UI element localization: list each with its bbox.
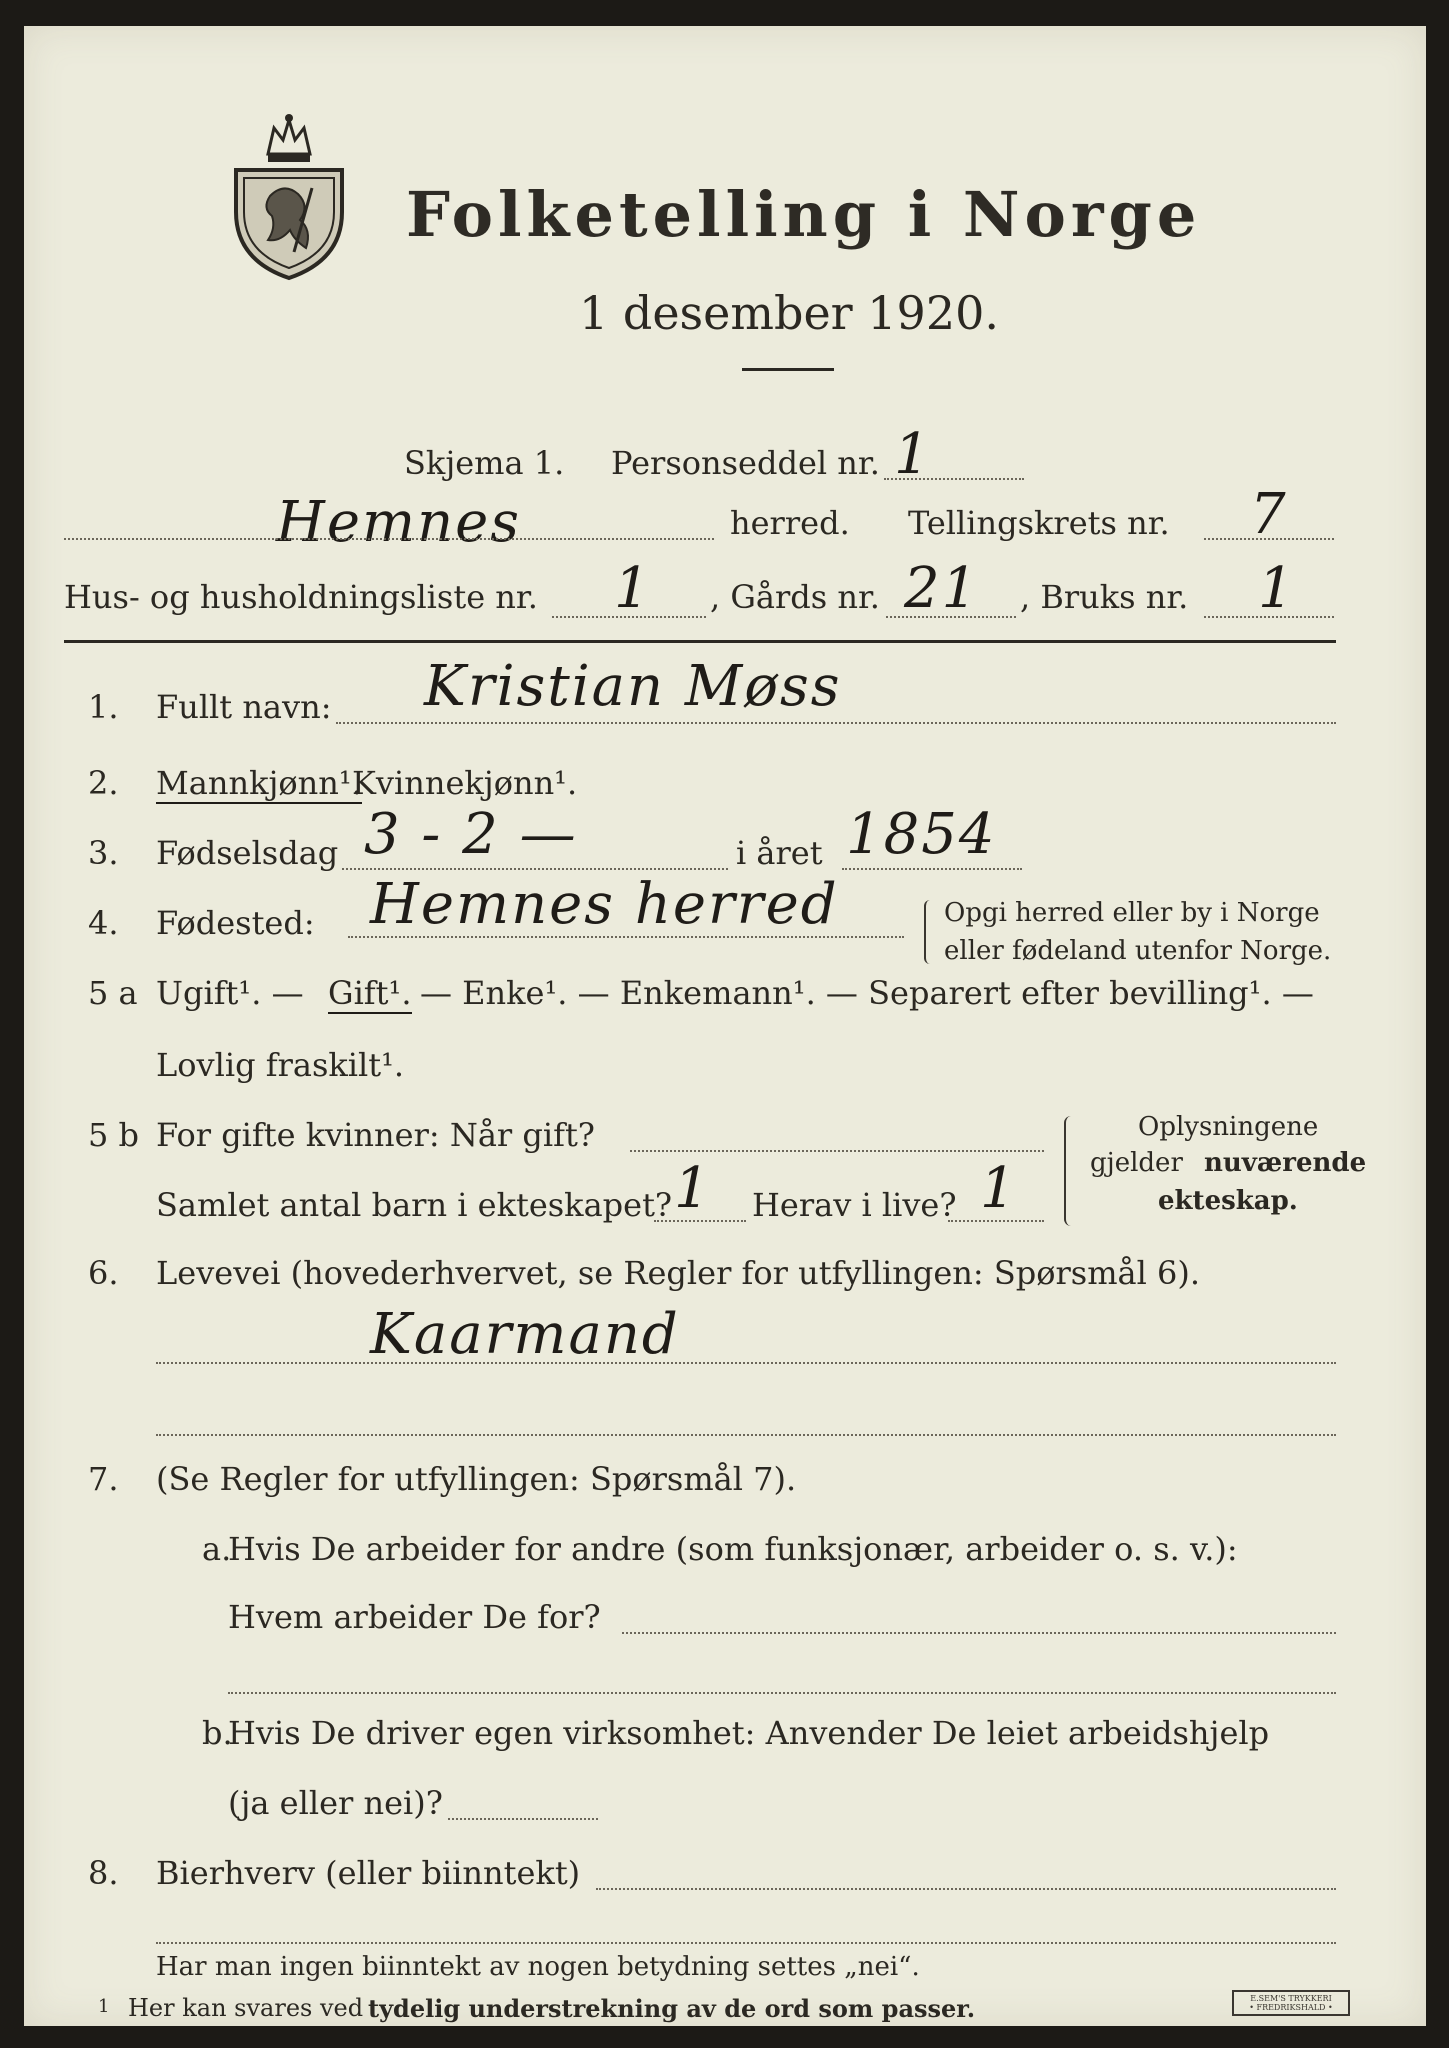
q6-label: Levevei (hovederhvervet, se Regler for utfyllingen: Spørsmål 6). [156,1254,1201,1292]
q5a-number: 5 a [88,974,138,1012]
husliste-label: Hus- og husholdningsliste nr. [64,578,538,616]
footnote-marker: 1 [98,1996,110,2017]
page-title: Folketelling i Norge [406,178,1202,251]
q2-female-option[interactable]: Kvinnekjønn¹. [352,764,578,802]
footnote-text-b: tydelig understrekning av de ord som passer. [368,1994,976,2023]
q5b-note-brace [1064,1116,1078,1226]
q3-year-label: i året [736,834,823,872]
q5b-number: 5 b [88,1116,140,1154]
personseddel-label: Personseddel nr. [611,444,880,482]
header-divider [64,640,1336,643]
q3-number: 3. [88,834,119,872]
q1-label: Fullt navn: [156,688,332,726]
footnote-text-a: Her kan svares ved [128,1994,364,2022]
q4-note-line1: Opgi herred eller by i Norge [944,898,1320,928]
bruks-value[interactable]: 1 [1258,556,1296,621]
q5a-other-options[interactable]: — Enke¹. — Enkemann¹. — Separert efter bevilling¹. — [420,974,1314,1012]
q5b-married-when-label: For gifte kvinner: Når gift? [156,1116,595,1154]
q7-label: (Se Regler for utfyllingen: Spørsmål 7). [156,1460,797,1498]
q7b-label-line1: Hvis De driver egen virksomhet: Anvender De leiet arbeidshjelp [228,1714,1270,1752]
q7a-letter: a. [202,1530,232,1568]
q5b-note-line2b: nuværende [1204,1148,1367,1178]
census-form-sheet [24,26,1426,2026]
q5a-fraskilt-option[interactable]: Lovlig fraskilt¹. [156,1046,405,1084]
q1-number: 1. [88,688,119,726]
q5b-note-line2a: gjelder [1090,1148,1183,1178]
q7b-dotted-line [448,1818,598,1820]
q8-dotted-line-2 [156,1942,1336,1944]
husliste-value[interactable]: 1 [614,556,652,621]
q7b-label-line2: (ja eller nei)? [228,1784,443,1822]
q8-number: 8. [88,1854,119,1892]
birth-year-value[interactable]: 1854 [846,802,997,867]
q5b-living-label: Herav i live? [752,1186,957,1224]
coat-of-arms-icon [228,112,350,282]
q7a-label-line1: Hvis De arbeider for andre (som funksjonær, arbeider o. s. v.): [228,1530,1238,1568]
title-divider [742,368,834,371]
gards-label: , Gårds nr. [710,578,880,616]
q5b-children-label: Samlet antal barn i ekteskapet? [156,1186,673,1224]
q7a-dotted-line-2 [228,1692,1336,1694]
q6-dotted-line-1 [156,1362,1336,1364]
tellingskrets-label: Tellingskrets nr. [908,504,1170,542]
q2-male-option[interactable]: Mannkjønn¹. [156,764,362,802]
birthplace-value[interactable]: Hemnes herred [370,872,839,937]
q3-year-dotted-line [842,868,1022,870]
q1-dotted-line [336,722,1336,724]
occupation-value[interactable]: Kaarmand [370,1302,680,1367]
q4-note-line2: eller fødeland utenfor Norge. [944,936,1332,966]
q8-label: Bierhverv (eller biinntekt) [156,1854,581,1892]
q7a-dotted-line-1 [622,1632,1336,1634]
q7b-letter: b. [202,1714,233,1752]
personseddel-value[interactable]: 1 [894,422,932,487]
herred-dotted-line [64,538,714,540]
q5a-gift-option[interactable]: Gift¹. [328,974,412,1012]
q5b-note-line1: Oplysningene [1138,1112,1319,1142]
q3-label: Fødselsdag [156,834,339,872]
q6-number: 6. [88,1254,119,1292]
children-count-value[interactable]: 1 [674,1156,712,1221]
q4-number: 4. [88,904,119,942]
q2-number: 2. [88,764,119,802]
gards-value[interactable]: 21 [904,556,980,621]
printer-stamp-line1: E.SEM'S TRYKKERI [1250,1994,1332,2003]
q4-label: Fødested: [156,904,315,942]
q4-note-brace [924,900,936,964]
q5b-married-when-dotted-line [630,1150,1044,1152]
herred-label: herred. [730,504,850,542]
q7-number: 7. [88,1460,119,1498]
full-name-value[interactable]: Kristian Møss [424,654,842,719]
birthdate-value[interactable]: 3 - 2 — [364,802,578,867]
skjema-label: Skjema 1. [404,444,565,482]
q3-dotted-line [342,868,728,870]
children-living-value[interactable]: 1 [980,1156,1018,1221]
income-note: Har man ingen biinntekt av nogen betydning settes „nei“. [156,1952,920,1982]
q5b-note-line3: ekteskap. [1158,1186,1298,1216]
census-date: 1 desember 1920. [579,286,999,340]
tellingskrets-value[interactable]: 7 [1250,482,1288,547]
printer-stamp-line2: • FREDRIKSHALD • [1249,2003,1333,2012]
bruks-label: , Bruks nr. [1020,578,1189,616]
printer-stamp [1232,1990,1350,2016]
q6-dotted-line-2 [156,1434,1336,1436]
q7a-label-line2: Hvem arbeider De for? [228,1598,601,1636]
herred-value[interactable]: Hemnes [276,490,522,555]
q8-dotted-line-1 [596,1888,1336,1890]
q5a-ugift-option[interactable]: Ugift¹. — [156,974,304,1012]
